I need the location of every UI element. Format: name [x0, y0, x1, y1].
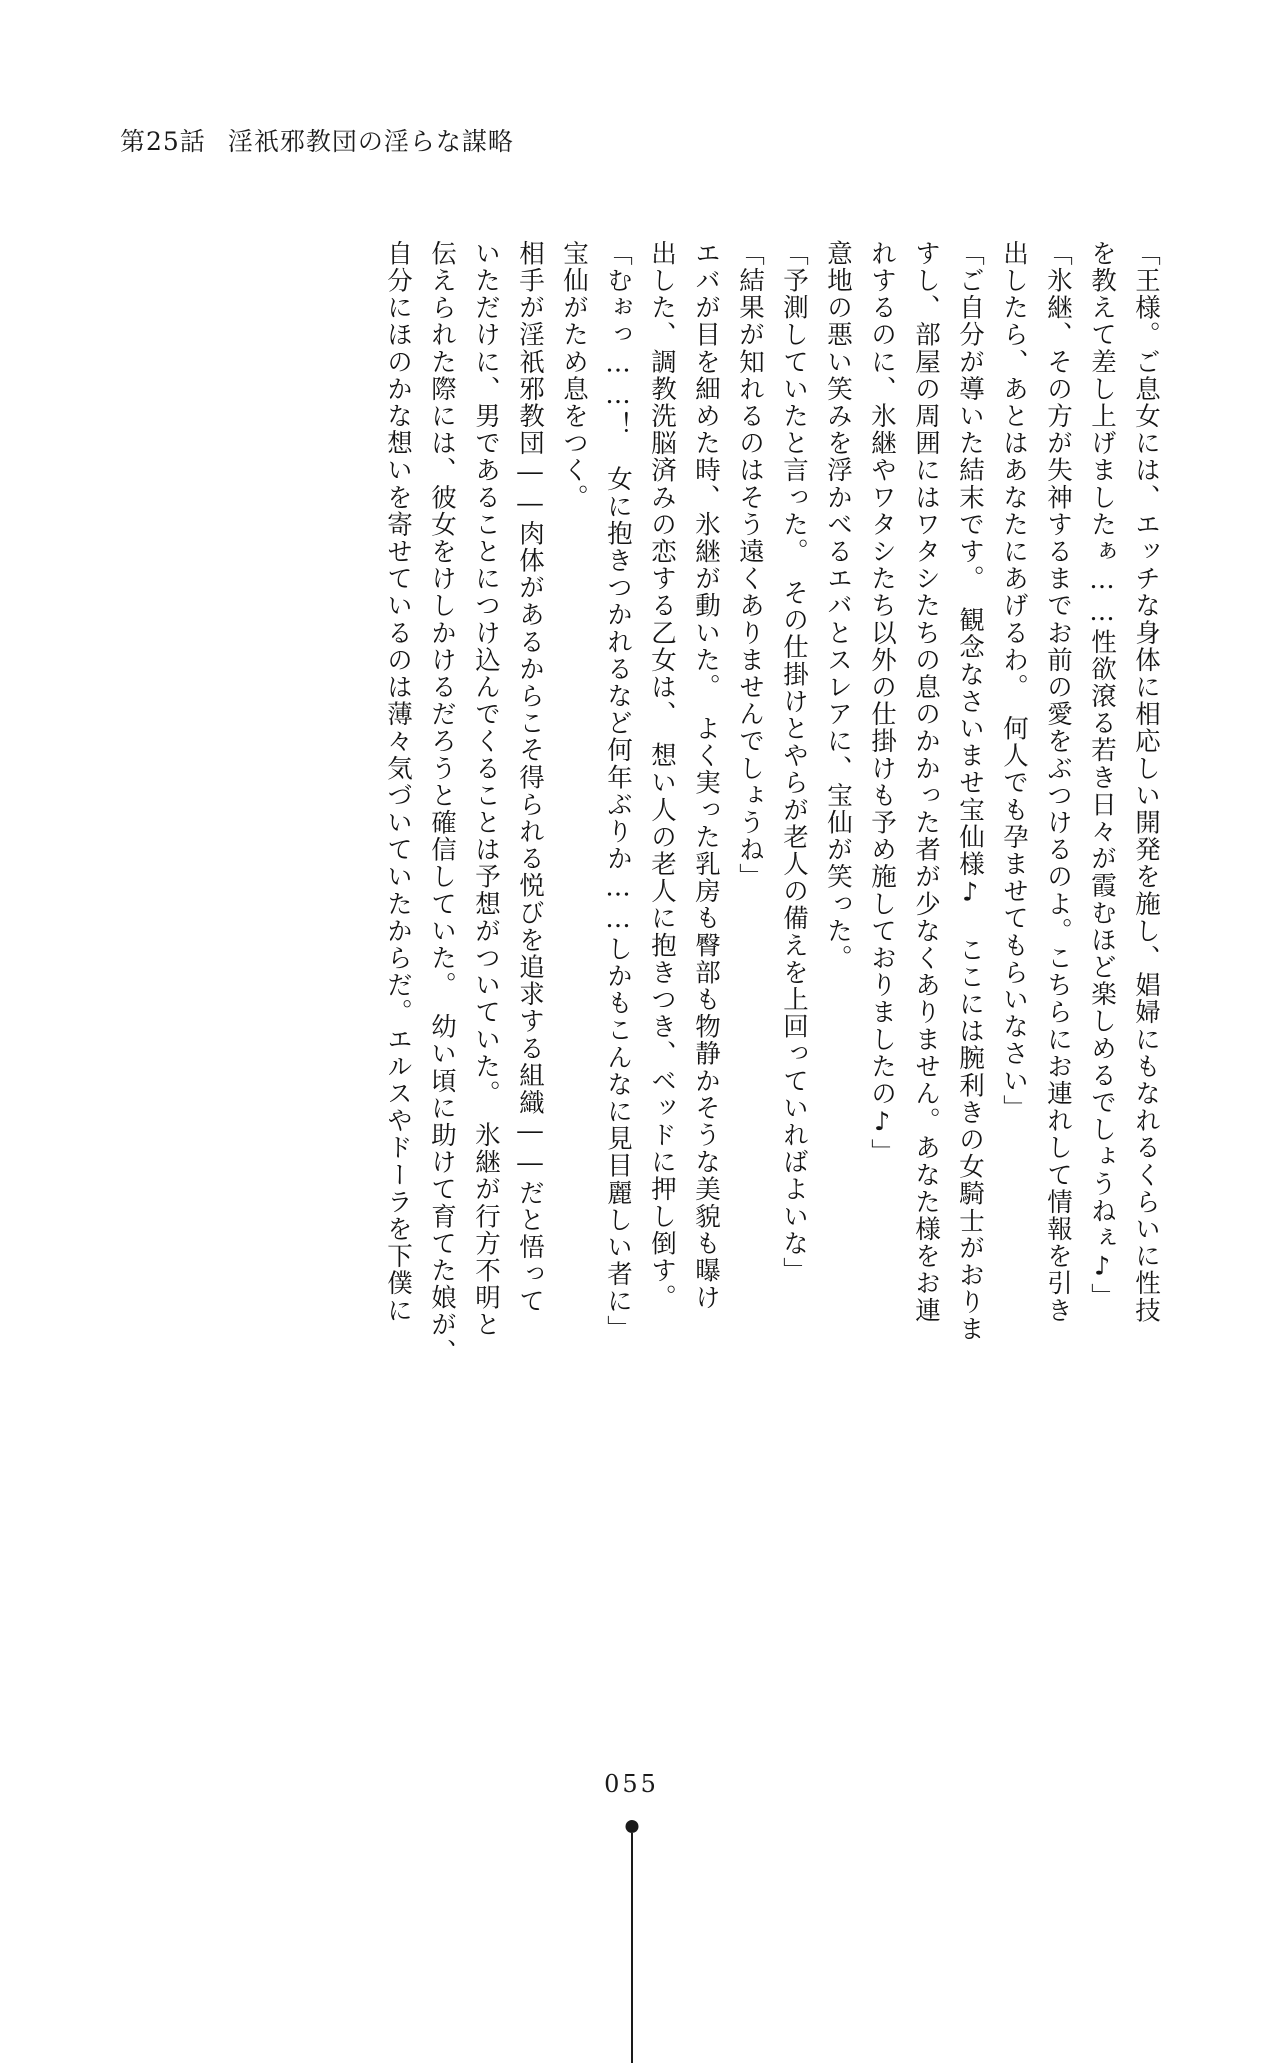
text-column: 「氷継、その方が失神するまでお前の愛をぶつけるのよ。こちらにお連れして情報を引き — [1043, 240, 1073, 1324]
text-column: エバが目を細めた時、氷継が動いた。 よく実った乳房も臀部も物静かそうな美貌も曝け — [691, 240, 721, 1312]
text-column: 相手が淫祇邪教団――肉体があるからこそ得られる悦びを追求する組織――だと悟って — [515, 240, 545, 1315]
chapter-number: 第25話 — [120, 127, 206, 156]
text-column: 意地の悪い笑みを浮かべるエバとスレアに、宝仙が笑った。 — [823, 240, 853, 972]
body-text — [108, 240, 1161, 1650]
text-column: 「王様。ご息女には、エッチな身体に相応しい開発を施し、娼婦にもなれるくらいに性技 — [1131, 240, 1161, 1324]
page-number: 055 — [604, 1770, 659, 1798]
text-column: 宝仙がため息をつく。 — [559, 240, 589, 511]
text-column: 「むぉっ……！ 女に抱きつかれるなど何年ぶりか……しかもこんなに見目麗しい者に」 — [603, 240, 633, 1342]
text-column: いただけに、男であることにつけ込んでくることは予想がついていた。 氷継が行方不明と — [471, 240, 501, 1339]
text-column: 「結果が知れるのはそう遠くありませんでしょうね」 — [735, 240, 765, 891]
text-column: 「ご自分が導いた結末です。 観念なさいませ宝仙様♪ ここには腕利きの女騎士がおりま — [955, 240, 985, 1343]
text-column: 出したら、あとはあなたにあげるわ。 何人でも孕ませてもらいなさい」 — [999, 240, 1029, 1122]
running-head — [120, 122, 514, 158]
text-column: 自分にほのかな想いを寄せているのは薄々気づいていたからだ。エルスやドーラを下僕に — [383, 240, 413, 1324]
spine-dot-ornament — [625, 1820, 638, 1833]
spine-line-ornament — [631, 1833, 633, 2063]
chapter-title: 淫祇邪教団の淫らな謀略 — [227, 127, 514, 156]
text-column: れするのに、氷継やワタシたち以外の仕掛けも予め施しておりましたの♪」 — [867, 240, 897, 1166]
text-column: 「予測していたと言った。 その仕掛けとやらが老人の備えを上回っていればよいな」 — [779, 240, 809, 1285]
text-column: 伝えられた際には、彼女をけしかけるだろうと確信していた。 幼い頃に助けて育てた娘が、 — [427, 240, 457, 1366]
text-column: すし、部屋の周囲にはワタシたちの息のかかった者が少なくありません。あなた様をお連 — [911, 240, 941, 1324]
text-column: 出した、調教洗脳済みの恋する乙女は、 想い人の老人に抱きつき、ベッドに押し倒す。 — [647, 240, 677, 1312]
text-column: を教えて差し上げましたぁ……性欲滾る若き日々が霞むほど楽しめるでしょうねぇ♪」 — [1087, 240, 1117, 1311]
